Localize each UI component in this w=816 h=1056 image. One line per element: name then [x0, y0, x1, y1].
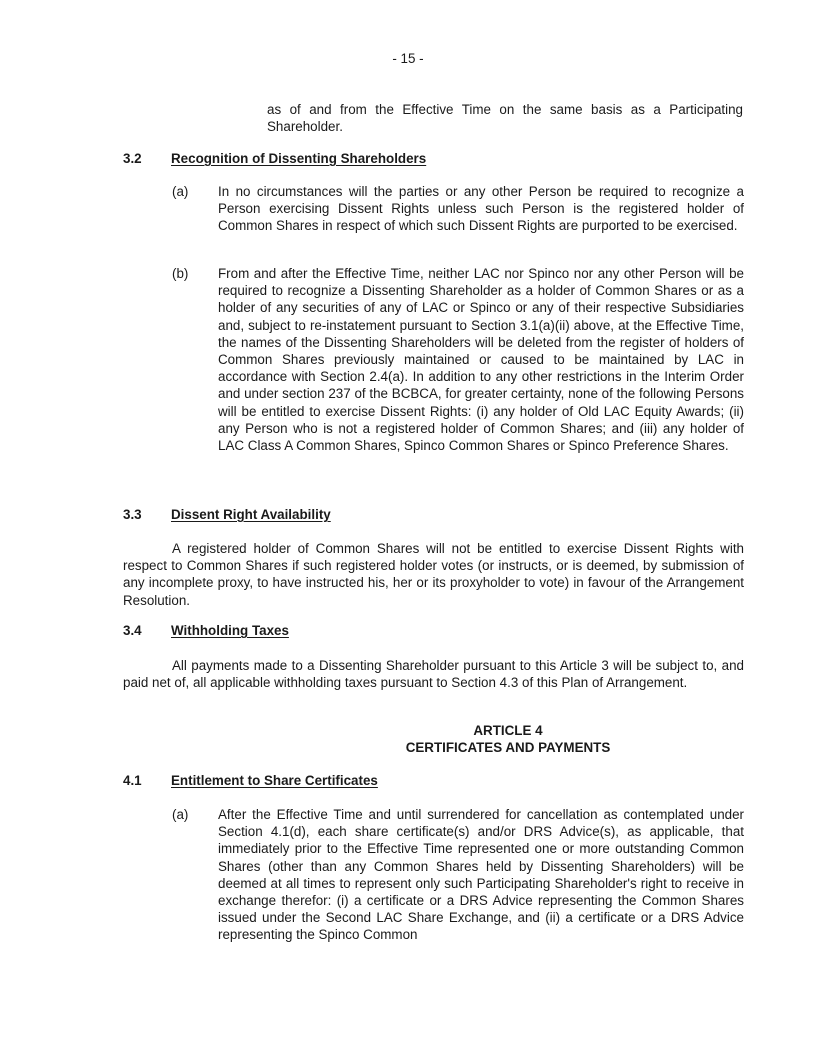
- section-title: Recognition of Dissenting Shareholders: [171, 151, 427, 166]
- section-number: 4.1: [123, 773, 142, 788]
- intro-continuation-text: as of and from the Effective Time on the same basis as a Participating Shareholder.: [267, 102, 743, 135]
- section-3-4-heading: [123, 622, 723, 640]
- section-3-4-paragraph: [123, 657, 744, 691]
- section-number: 3.4: [123, 623, 142, 638]
- item-text: From and after the Effective Time, neither LAC nor Spinco nor any other Person will be required to recognize a Dissenting Shareholder as a holder of Common Shares or as a holder of any securities of any of LAC or Spinco or any of their respective Subsidiaries and, subject to re-instatement pursuant to Section 3.1(a)(ii) above, at the Effective Time, the names of the Dissenting Shareholders will be deleted from the register of holders of Common Shares previously maintained or caused to be maintained by LAC in accordance with Section 2.4(a). In addition to any other restrictions in the Interim Order and under section 237 of the BCBCA, for greater certainty, none of the following Persons will be entitled to exercise Dissent Rights: (i) any holder of Old LAC Equity Awards; (ii) any Person who is not a registered holder of Common Shares; and (iii) any holder of LAC Class A Common Shares, Spinco Common Shares or Spinco Preference Shares.: [218, 266, 744, 454]
- paragraph-text: All payments made to a Dissenting Shareholder pursuant to this Article 3 will be subject to, and paid net of, all applicable withholding taxes pursuant to Section 4.3 of this Plan of Arrangement.: [123, 658, 744, 691]
- article-heading: ARTICLE 4: [473, 723, 543, 738]
- item-label: (a): [172, 807, 189, 822]
- section-3-3-heading: [123, 506, 723, 524]
- section-number: 3.3: [123, 507, 142, 522]
- section-number: 3.2: [123, 151, 142, 166]
- page-number: - 15 -: [392, 51, 424, 66]
- section-4-1-item-a: [218, 806, 744, 944]
- section-4-1-heading: [123, 772, 723, 790]
- item-text: After the Effective Time and until surrendered for cancellation as contemplated under Section 4.1(d), each share certificate(s) and/or DRS Advice(s), as applicable, that immediately prior to the Effective Time represented one or more outstanding Common Shares (other than any Common Shares held by Dissenting Shareholders) will be deemed at all times to represent only such Participating Shareholder's right to receive in exchange therefor: (i) a certificate or a DRS Advice representing the Common Shares issued under the Second LAC Share Exchange, and (ii) a certificate or a DRS Advice representing the Spinco Common: [218, 807, 744, 943]
- intro-continuation: [267, 101, 743, 135]
- item-text: In no circumstances will the parties or any other Person be required to recognize a Person exercising Dissent Rights unless such Person is the registered holder of Common Shares in respect of which such Dissent Rights are purported to be exercised.: [218, 184, 744, 234]
- item-label: (a): [172, 184, 189, 199]
- section-title: Withholding Taxes: [171, 623, 289, 638]
- section-3-3-paragraph: [123, 540, 744, 609]
- article-subheading: CERTIFICATES AND PAYMENTS: [405, 740, 611, 755]
- section-title: Entitlement to Share Certificates: [171, 773, 378, 788]
- section-3-2-item-a: [218, 183, 744, 235]
- item-label: (b): [172, 266, 189, 281]
- section-title: Dissent Right Availability: [171, 507, 331, 522]
- section-3-2-heading: [123, 150, 723, 168]
- paragraph-text: A registered holder of Common Shares will not be entitled to exercise Dissent Rights with respect to Common Shares if such registered holder votes (or instructs, or is deemed, by submission of any incomplete proxy, to have instructed his, her or its proxyholder to vote) in favour of the Arrangement Resolution.: [123, 541, 744, 608]
- section-3-2-item-b: [218, 265, 744, 454]
